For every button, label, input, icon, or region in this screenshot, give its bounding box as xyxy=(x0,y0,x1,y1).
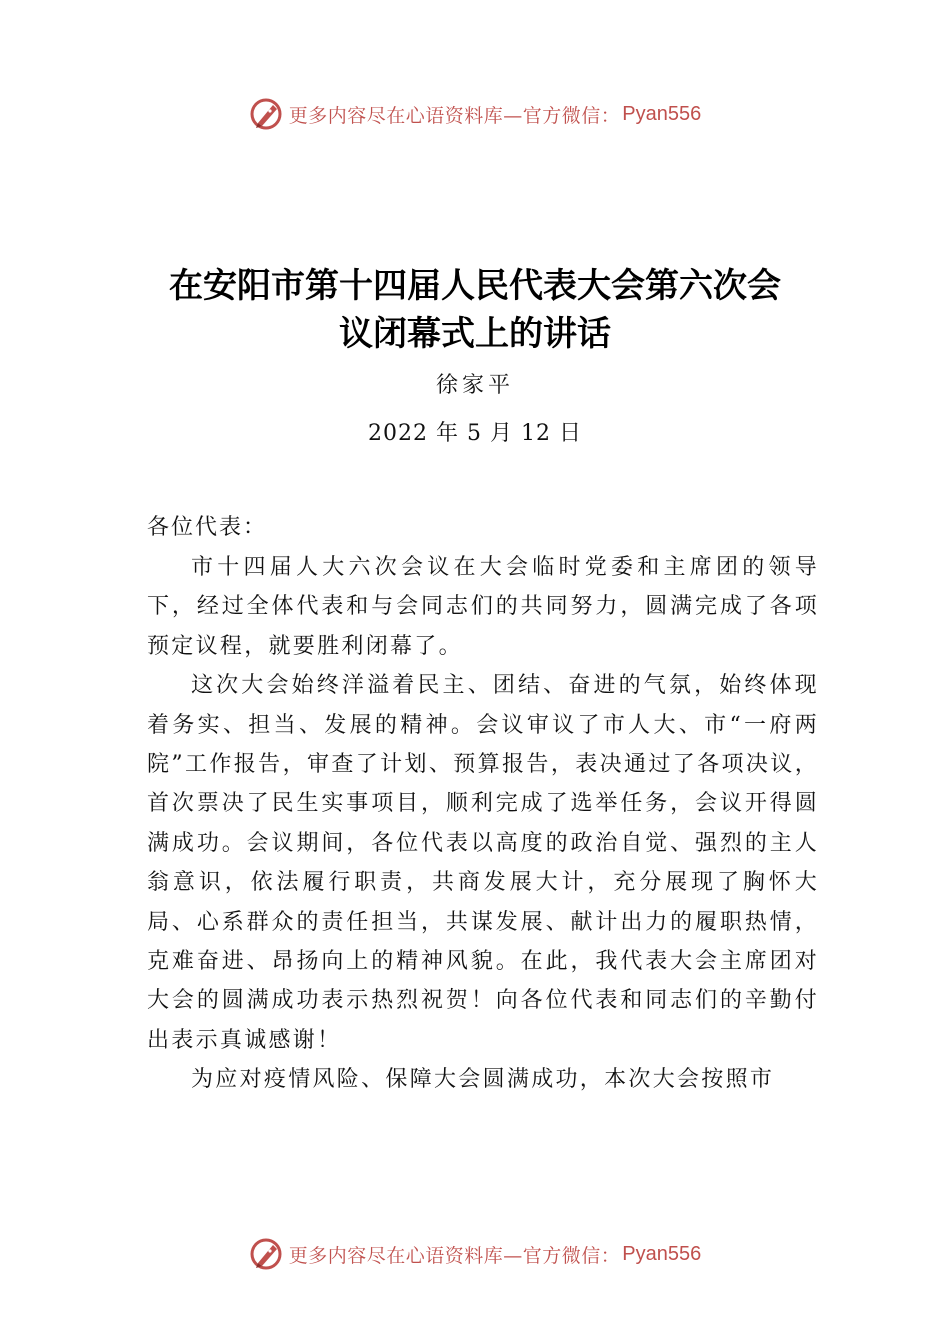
watermark-footer xyxy=(0,1234,950,1274)
title-line-1: 在安阳市第十四届人民代表大会第六次会 xyxy=(169,266,781,306)
paragraph: 这次大会始终洋溢着民主、团结、奋进的气氛，始终体现着务实、担当、发展的精神。会议审议了市人大、市“一府两院”工作报告，审查了计划、预算报告，表决通过了各项决议，首次票决了民生实事项目，顺利完成了选举任务，会议开得圆满成功。会议期间，各位代表以高度的政治自觉、强烈的主人翁意识，依法履行职责，共商发展大计，充分展现了胸怀大局、心系群众的责任担当，共谋发展、献计出力的履职热情，克难奋进、昂扬向上的精神风貌。在此，我代表大会主席团对大会的圆满成功表示热烈祝贺！向各位代表和同志们的辛勤付出表示真诚感谢！ xyxy=(147,673,819,1053)
title-line-2: 议闭幕式上的讲话 xyxy=(339,314,611,354)
pen-logo-icon xyxy=(249,97,283,131)
watermark-brand-text: 更多内容尽在心语资料库—官方微信： xyxy=(288,1244,621,1267)
watermark-brand-text: 更多内容尽在心语资料库—官方微信： xyxy=(288,104,621,127)
salutation: 各位代表： xyxy=(147,515,268,540)
body-text xyxy=(147,548,819,1100)
date: 2022 年 5 月 12 日 xyxy=(368,421,582,446)
author: 徐家平 xyxy=(435,373,514,398)
document-title xyxy=(100,262,850,358)
pen-logo-icon xyxy=(249,1237,283,1271)
paragraph: 市十四届人大六次会议在大会临时党委和主席团的领导下，经过全体代表和与会同志们的共同努力，圆满完成了各项预定议程，就要胜利闭幕了。 xyxy=(147,555,819,659)
watermark-contact: Pyan556 xyxy=(622,1242,702,1265)
watermark-contact: Pyan556 xyxy=(622,102,702,125)
paragraph: 为应对疫情风险、保障大会圆满成功，本次大会按照市 xyxy=(191,1067,775,1093)
watermark-header xyxy=(0,94,950,134)
